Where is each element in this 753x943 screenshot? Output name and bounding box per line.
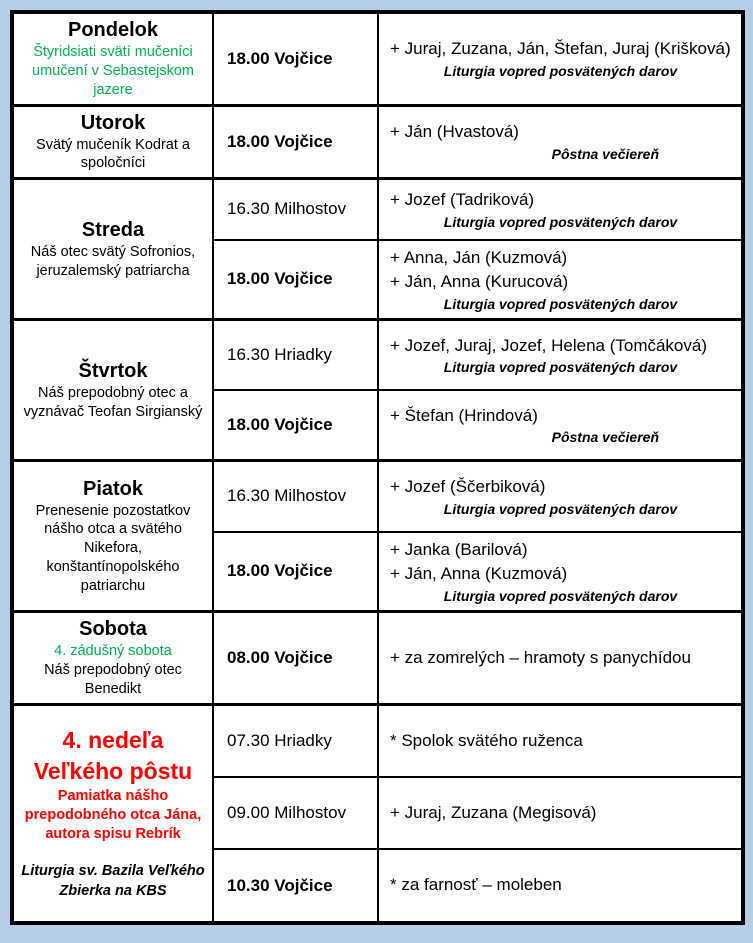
time-cell: 10.30 Vojčice (214, 850, 379, 920)
liturgy-note: Pôstna večiereň (551, 146, 659, 163)
intentions-cell (379, 778, 741, 848)
intention-line: * Spolok svätého ruženca (390, 730, 583, 750)
intention-line: + Jozef (Tadriková) (390, 190, 535, 210)
day-row-nedela (14, 703, 741, 921)
intention-line: + Janka (Barilová) (390, 539, 528, 559)
day-name: Štvrtok (78, 359, 148, 382)
day-cell-streda (14, 180, 214, 318)
day-row-utorok (14, 104, 741, 178)
day-feast: Náš prepodobný otec Benedikt (44, 662, 182, 697)
liturgical-schedule-table (10, 10, 745, 925)
service-row (214, 321, 741, 391)
intentions-cell (379, 180, 741, 239)
intention-line: + Ján (Hvastová) (390, 122, 519, 142)
day-cell-piatok (14, 462, 214, 610)
liturgy-info: Liturgia sv. Bazila Veľkého Zbierka na KBS (21, 863, 205, 899)
day-row-piatok (14, 459, 741, 610)
intentions-cell (379, 613, 741, 703)
day-name: Sobota (79, 618, 147, 641)
services-nedela (214, 706, 741, 921)
day-feast: Náš otec svätý Sofronios, jeruzalemský patriarcha (30, 243, 196, 279)
liturgy-note: Liturgia vopred posvätených darov (443, 213, 678, 230)
day-row-stvrtok (14, 318, 741, 459)
service-row (214, 778, 741, 850)
service-row (214, 241, 741, 318)
time-cell: 18.00 Vojčice (214, 391, 379, 459)
intentions-cell (379, 14, 741, 104)
liturgy-note: Liturgia vopred posvätených darov (443, 359, 678, 376)
service-row (214, 391, 741, 459)
time-cell: 09.00 Milhostov (214, 778, 379, 848)
service-row (214, 533, 741, 610)
intention-line: + Juraj, Zuzana (Megisová) (390, 802, 597, 822)
intention-line: + Jozef (Ščerbiková) (390, 477, 546, 497)
intentions-cell (379, 241, 741, 318)
intentions-cell (379, 321, 741, 389)
service-row (214, 850, 741, 920)
day-row-sobota (14, 610, 741, 703)
day-cell-stvrtok (14, 321, 214, 459)
services-pondelok (214, 14, 741, 104)
intentions-cell (379, 706, 741, 776)
time-cell: 18.00 Vojčice (214, 241, 379, 318)
day-cell-utorok (14, 107, 214, 178)
day-feast-red: Pamiatka nášho prepodobného otca Jána, autora spisu Rebrík (24, 788, 202, 843)
liturgy-note: Pôstna večiereň (551, 429, 659, 446)
day-feast: Náš prepodobný otec a vyznávač Teofan Sirgianský (23, 384, 203, 420)
service-row (214, 14, 741, 104)
intention-line: + Ján, Anna (Kurucová) (390, 272, 569, 292)
day-name-line2: Veľkého pôstu (33, 758, 193, 785)
day-feast-green: 4. zádušný sobota (54, 643, 172, 660)
time-cell: 18.00 Vojčice (214, 107, 379, 178)
services-piatok (214, 462, 741, 610)
day-feast: Štyridsiati svätí mučeníci umučení v Sebastejskom jazere (32, 44, 194, 98)
day-name: Piatok (82, 477, 144, 500)
intentions-cell (379, 107, 741, 178)
intention-line: * za farnosť – moleben (390, 875, 562, 895)
time-cell: 08.00 Vojčice (214, 613, 379, 703)
day-cell-nedela (14, 706, 214, 921)
day-feast: Svätý mučeník Kodrat a spoločníci (36, 136, 190, 172)
intention-line: + Jozef, Juraj, Jozef, Helena (Tomčáková) (390, 335, 707, 355)
day-name-line1: 4. nedeľa (62, 727, 164, 754)
intentions-cell (379, 850, 741, 920)
liturgy-note: Liturgia vopred posvätených darov (443, 296, 678, 313)
day-name: Pondelok (67, 19, 158, 41)
day-name: Utorok (80, 111, 146, 134)
services-stvrtok (214, 321, 741, 459)
service-row (214, 107, 741, 178)
day-name: Streda (81, 218, 145, 241)
day-row-pondelok (14, 14, 741, 104)
day-cell-pondelok (14, 14, 214, 104)
intention-line: + Ján, Anna (Kuzmová) (390, 564, 568, 584)
liturgy-note: Liturgia vopred posvätených darov (443, 588, 678, 605)
time-cell: 07.30 Hriadky (214, 706, 379, 776)
liturgy-note: Liturgia vopred posvätených darov (443, 500, 678, 517)
service-row (214, 706, 741, 778)
intention-line: + Štefan (Hrindová) (390, 405, 538, 425)
day-cell-sobota (14, 613, 214, 703)
day-feast: Prenesenie pozostatkov nášho otca a svätého Nikefora, konštantínopolského patriarchu (35, 502, 191, 594)
intention-line: + za zomrelých – hramoty s panychídou (390, 647, 691, 667)
intentions-cell (379, 533, 741, 610)
intention-line: + Juraj, Zuzana, Ján, Štefan, Juraj (Krišková) (390, 39, 731, 59)
service-row (214, 613, 741, 703)
service-row (214, 180, 741, 241)
time-cell: 18.00 Vojčice (214, 533, 379, 610)
service-row (214, 462, 741, 533)
liturgy-note: Liturgia vopred posvätených darov (443, 62, 678, 79)
time-cell: 18.00 Vojčice (214, 14, 379, 104)
time-cell: 16.30 Milhostov (214, 462, 379, 531)
services-utorok (214, 107, 741, 178)
services-streda (214, 180, 741, 318)
time-cell: 16.30 Hriadky (214, 321, 379, 389)
intentions-cell (379, 391, 741, 459)
intention-line: + Anna, Ján (Kuzmová) (390, 247, 568, 267)
intentions-cell (379, 462, 741, 531)
services-sobota (214, 613, 741, 703)
day-row-streda (14, 177, 741, 318)
time-cell: 16.30 Milhostov (214, 180, 379, 239)
